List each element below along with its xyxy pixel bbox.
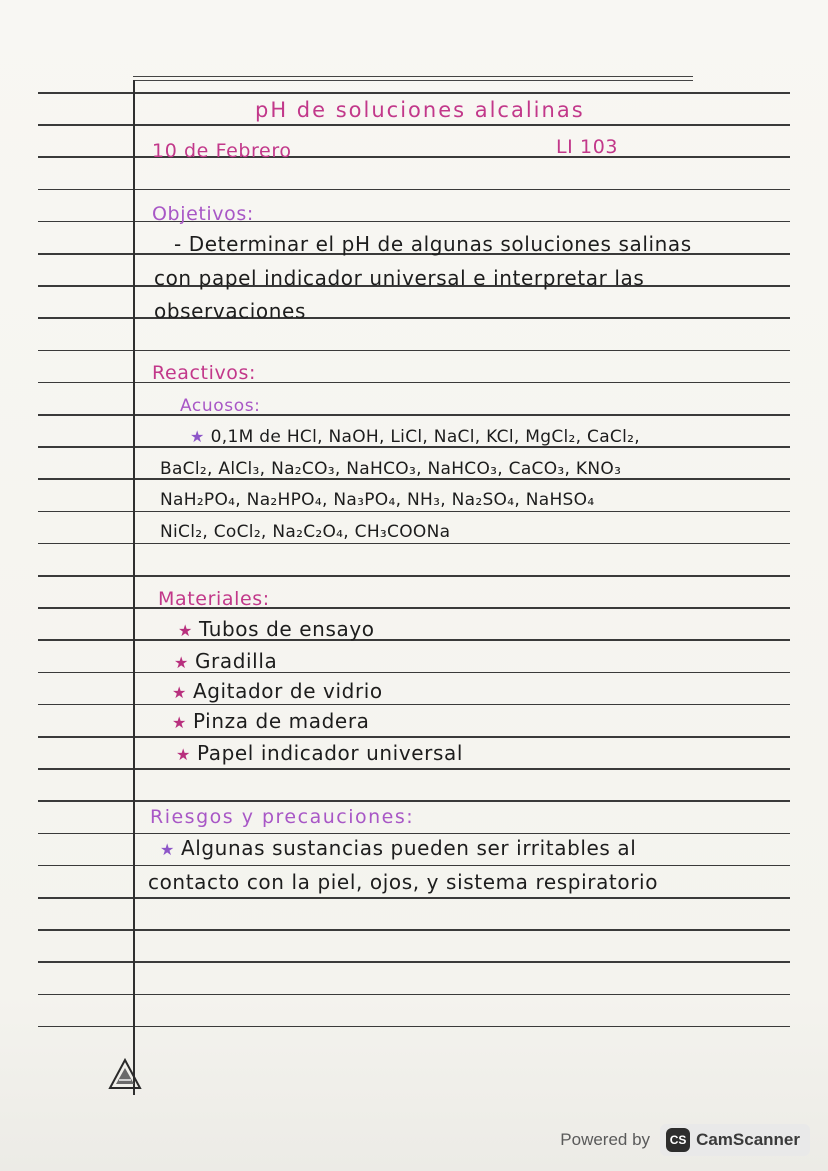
material-item-label: Gradilla xyxy=(194,649,278,673)
ruled-line xyxy=(38,511,790,513)
ruled-line xyxy=(38,414,790,416)
ruled-line xyxy=(38,736,790,738)
ruled-line xyxy=(38,382,790,384)
powered-by-label: Powered by xyxy=(560,1130,651,1149)
ruled-line xyxy=(38,156,790,158)
materiales-heading: Materiales: xyxy=(158,588,270,610)
reactivos-heading: Reactivos: xyxy=(152,362,257,384)
camscanner-brand: CamScanner xyxy=(696,1130,800,1149)
star-icon: ★ xyxy=(176,745,191,764)
ruled-line xyxy=(38,768,790,770)
material-item-label: Tubos de ensayo xyxy=(198,617,375,641)
ruled-line xyxy=(38,865,790,867)
date-label: 10 de Febrero xyxy=(152,140,292,162)
page-title: pH de soluciones alcalinas xyxy=(255,98,585,122)
objetivo-line-3: observaciones xyxy=(154,299,306,323)
material-item-label: Agitador de vidrio xyxy=(192,679,383,703)
ruled-line xyxy=(38,929,790,931)
riesgos-line-2: contacto con la piel, ojos, y sistema respiratorio xyxy=(148,870,659,894)
ruled-line xyxy=(38,833,790,835)
ruled-line xyxy=(38,575,790,577)
ruled-line xyxy=(38,189,790,191)
reactivos-line-1 xyxy=(190,427,640,447)
camscanner-badge xyxy=(660,1124,810,1156)
riesgos-line-1 xyxy=(160,836,636,860)
ruled-line xyxy=(38,672,790,674)
ruled-line xyxy=(38,639,790,641)
reactivos-line-1-text: 0,1M de HCl, NaOH, LiCl, NaCl, KCl, MgCl₂, CaCl₂, xyxy=(210,427,640,447)
riesgos-line-1-text: Algunas sustancias pueden ser irritables al xyxy=(180,836,637,860)
top-rule-2 xyxy=(133,80,693,81)
material-item-label: Papel indicador universal xyxy=(196,741,464,765)
objetivo-line-2: con papel indicador universal e interpretar las xyxy=(154,266,645,290)
camscanner-watermark xyxy=(560,1124,810,1156)
ruled-line xyxy=(38,961,790,963)
reactivos-line-2: BaCl₂, AlCl₃, Na₂CO₃, NaHCO₃, NaHCO₃, CaCO₃, KNO₃ xyxy=(160,459,622,479)
objetivos-heading: Objetivos: xyxy=(152,203,254,225)
star-icon: ★ xyxy=(172,683,187,702)
ruled-line xyxy=(38,897,790,899)
ruled-line xyxy=(38,350,790,352)
room-label: LI 103 xyxy=(556,136,619,158)
star-icon: ★ xyxy=(178,621,193,640)
objetivo-line-1: - Determinar el pH de algunas soluciones salinas xyxy=(174,232,692,256)
material-item-label: Pinza de madera xyxy=(192,709,370,733)
acuosos-subheading: Acuosos: xyxy=(180,396,261,416)
riesgos-heading: Riesgos y precauciones: xyxy=(150,806,415,828)
star-icon: ★ xyxy=(160,840,175,859)
material-item xyxy=(178,617,375,641)
ruled-line xyxy=(38,124,790,126)
material-item xyxy=(172,679,383,703)
material-item xyxy=(172,709,370,733)
star-icon: ★ xyxy=(190,427,205,446)
reactivos-line-3: NaH₂PO₄, Na₂HPO₄, Na₃PO₄, NH₃, Na₂SO₄, NaHSO₄ xyxy=(160,490,595,510)
reactivos-line-4: NiCl₂, CoCl₂, Na₂C₂O₄, CH₃COONa xyxy=(160,522,451,542)
ruled-line xyxy=(38,994,790,996)
ruled-line xyxy=(38,92,790,94)
ruled-line xyxy=(38,543,790,545)
triangle-logo-icon xyxy=(108,1058,142,1090)
ruled-line xyxy=(38,704,790,706)
ruled-line xyxy=(38,317,790,319)
star-icon: ★ xyxy=(174,653,189,672)
material-item xyxy=(176,741,463,765)
material-item xyxy=(174,649,277,673)
star-icon: ★ xyxy=(172,713,187,732)
ruled-line xyxy=(38,607,790,609)
camscanner-logo-icon: CS xyxy=(666,1128,690,1152)
ruled-line xyxy=(38,800,790,802)
margin-line xyxy=(133,80,135,1095)
ruled-line xyxy=(38,1026,790,1028)
ruled-line xyxy=(38,221,790,223)
top-rule-1 xyxy=(133,76,693,77)
